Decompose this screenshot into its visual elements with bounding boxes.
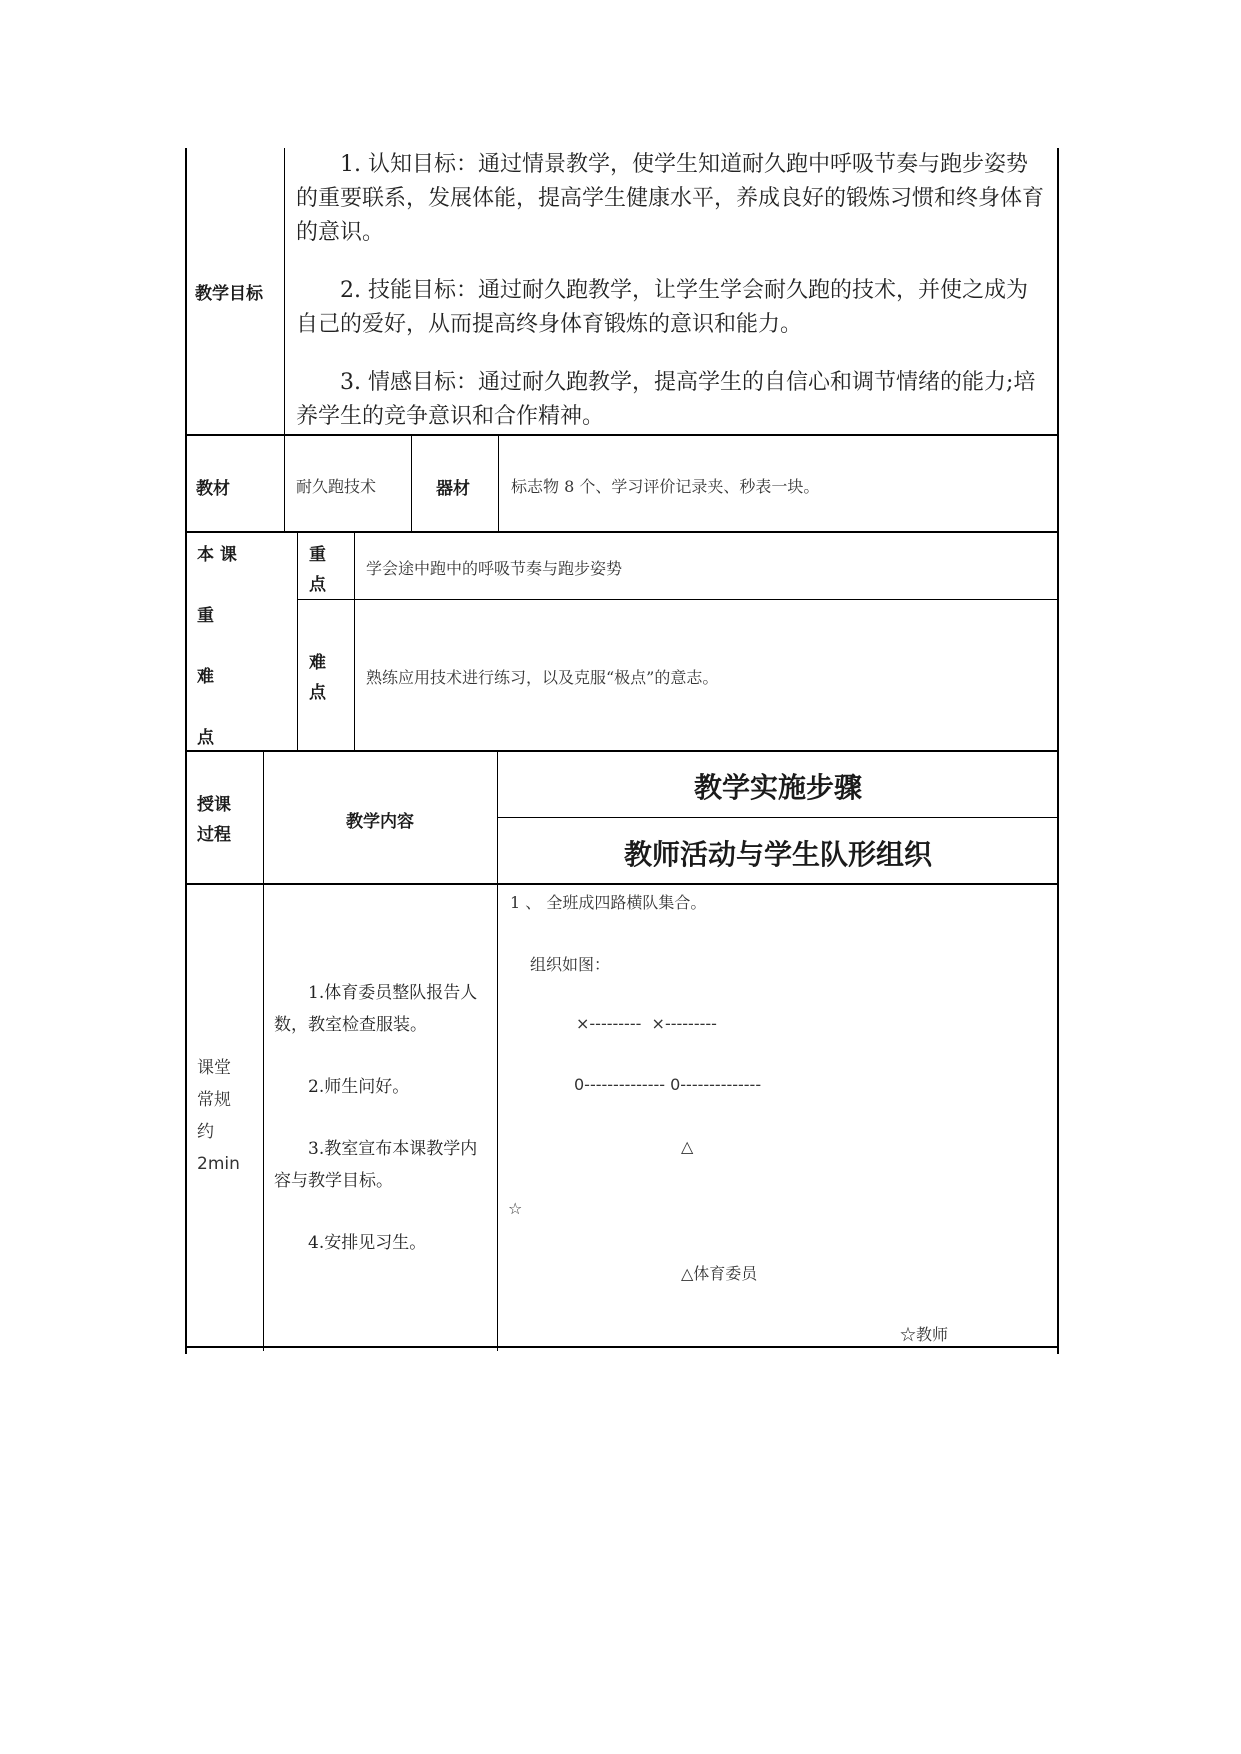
equipment-label: 器材: [436, 479, 470, 499]
formation-line-1: 1 、 全班成四路横队集合。: [510, 893, 707, 912]
key-points-label-line: 点: [197, 728, 214, 748]
routine-item: 4.安排见习生。: [308, 1233, 427, 1253]
objectives-label: 教学目标: [195, 284, 263, 304]
routine-item: 1.体育委员整队报告人数，教室检查服装。: [274, 983, 478, 1035]
legend-sports-committee: △体育委员: [681, 1264, 758, 1283]
routine-item: 2.师生问好。: [308, 1077, 410, 1097]
formation-diagram: [498, 884, 1057, 1346]
routine-label-line: 常规: [197, 1090, 231, 1110]
process-label-line: 授课: [197, 795, 231, 815]
formation-line-2: 组织如图：: [530, 955, 611, 974]
process-label-line: 过程: [197, 825, 231, 845]
routine-label-line: 课堂: [197, 1058, 231, 1078]
formation-row-cross: ×--------- ×---------: [576, 1014, 717, 1033]
divider: [263, 751, 264, 1351]
key-points-label-line: 重: [197, 606, 214, 626]
routine-label: [197, 1052, 240, 1180]
divider: [497, 817, 1058, 818]
content-label: 教学内容: [346, 812, 414, 832]
difficulty-label: [309, 648, 326, 708]
table-bottom-border: [185, 1346, 1059, 1348]
focus-label: [309, 540, 326, 600]
difficulty-label-line: 点: [309, 683, 326, 703]
formation-row-circle: 0-------------- 0--------------: [574, 1075, 762, 1094]
routine-items: [274, 977, 486, 1259]
divider: [297, 599, 1058, 600]
key-points-label-line: 本 课: [197, 545, 237, 565]
star-icon: ☆: [508, 1199, 523, 1218]
objectives-list: [296, 148, 1044, 434]
difficulty-label-line: 难: [309, 653, 326, 673]
objective-item: 1. 认知目标：通过情景教学，使学生知道耐久跑中呼吸节奏与跑步姿势的重要联系，发展体能，提高学生健康水平，养成良好的锻炼习惯和终身体育的意识。: [296, 152, 1045, 245]
routine-label-line: 约: [197, 1122, 214, 1142]
focus-label-line: 重: [309, 545, 326, 565]
divider: [185, 434, 1059, 436]
process-label: [197, 790, 231, 850]
steps-title: 教学实施步骤: [693, 771, 862, 804]
legend-teacher: ☆教师: [900, 1325, 949, 1344]
focus-label-line: 点: [309, 575, 326, 595]
divider: [498, 435, 499, 532]
divider: [185, 531, 1059, 533]
focus-value: 学会途中跑中的呼吸节奏与跑步姿势: [366, 559, 623, 578]
divider: [297, 532, 298, 752]
material-value: 耐久跑技术: [296, 477, 377, 496]
routine-item: 3.教室宣布本课教学内容与教学目标。: [274, 1139, 478, 1191]
divider: [284, 435, 285, 532]
divider: [411, 435, 412, 532]
objective-item: 3. 情感目标：通过耐久跑教学，提高学生的自信心和调节情绪的能力;培养学生的竞争意识和合作精神。: [296, 370, 1036, 429]
equipment-value: 标志物 8 个、学习评价记录夹、秒表一块。: [511, 477, 820, 496]
triangle-icon: △: [681, 1137, 694, 1156]
divider: [185, 750, 1059, 752]
key-points-label-line: 难: [197, 667, 214, 687]
teacher-title: 教师活动与学生队形组织: [623, 838, 932, 871]
material-label: 教材: [196, 479, 230, 499]
objective-item: 2. 技能目标：通过耐久跑教学，让学生学会耐久跑的技术，并使之成为自己的爱好，从而提高终身体育锻炼的意识和能力。: [296, 278, 1028, 337]
routine-label-line: 2min: [197, 1154, 240, 1174]
divider: [354, 532, 355, 752]
difficulty-value: 熟练应用技术进行练习，以及克服“极点”的意志。: [366, 668, 719, 687]
key-points-label: [197, 540, 237, 748]
